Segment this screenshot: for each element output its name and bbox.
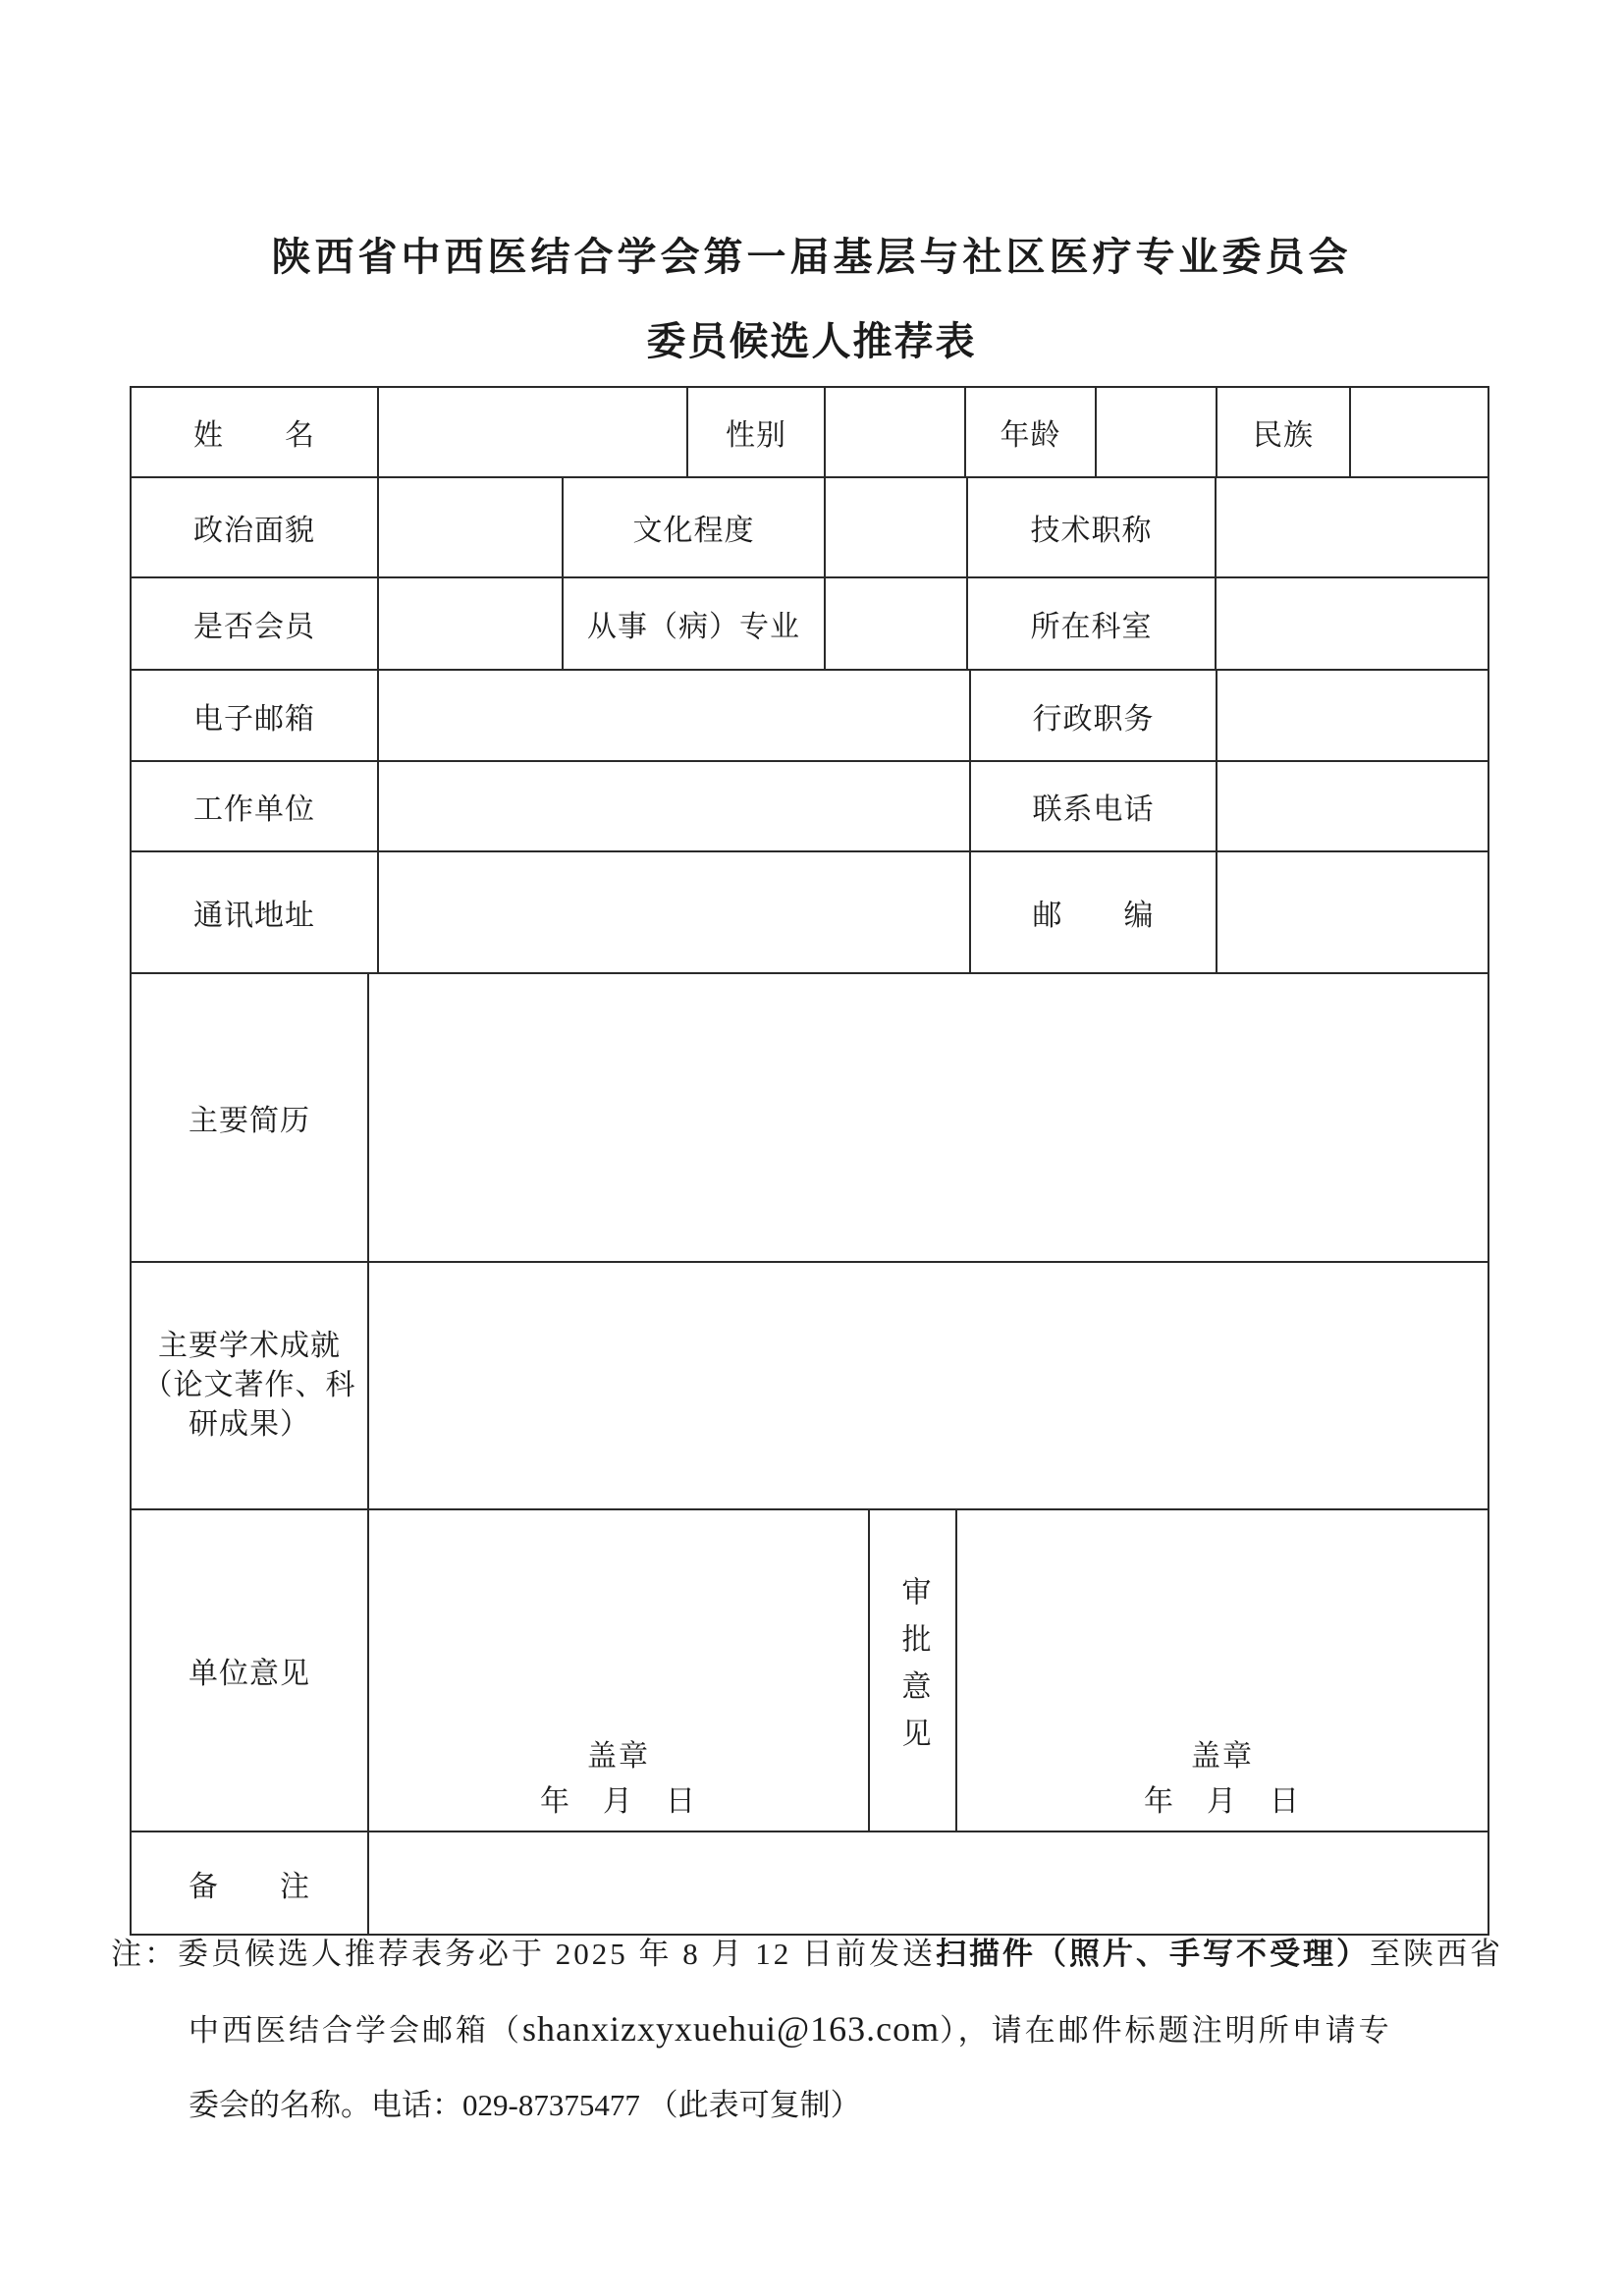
department-label: 所在科室 [966, 578, 1215, 669]
achievements-label-line3: 研成果） [189, 1408, 310, 1441]
table-row-employer [132, 760, 1488, 850]
admin-post-value-cell [1216, 671, 1488, 760]
table-row-basic-1 [132, 388, 1488, 476]
footnote-line2-text: 中西医结合学会邮箱（ [189, 2013, 522, 2048]
form-title-line2: 委员候选人推荐表 [646, 319, 977, 363]
name-value-cell [377, 388, 686, 476]
table-row-email [132, 669, 1488, 760]
footnote-line-1 [111, 1917, 1503, 1992]
unit-seal-label: 盖章 [587, 1740, 650, 1773]
achievements-label [132, 1263, 367, 1508]
education-label: 文化程度 [562, 478, 824, 576]
unit-opinion-label: 单位意见 [189, 1658, 310, 1690]
footnote-line1-text: 委员候选人推荐表务必于 2025 年 8 月 12 日前发送 [178, 1937, 936, 1971]
education-value-cell [824, 478, 966, 576]
achievements-value-cell [367, 1263, 1488, 1508]
approval-opinion-value-cell [955, 1510, 1488, 1831]
footnote-line-2 [111, 1992, 1490, 2068]
postcode-value-cell [1216, 852, 1488, 972]
approval-seal-block [957, 1734, 1488, 1825]
footnote-line2-tail: ），请在邮件标题注明所申请专 [940, 2013, 1392, 2048]
achievements-label-line1: 主要学术成就 [158, 1330, 341, 1362]
table-row-opinions [132, 1508, 1488, 1831]
table-row-address [132, 850, 1488, 972]
footnote [111, 1917, 1503, 2143]
postcode-label: 邮 编 [969, 852, 1216, 972]
form-title-line1: 陕西省中西医结合学会第一届基层与社区医疗专业委员会 [271, 235, 1352, 279]
table-row-basic-2 [132, 476, 1488, 576]
employer-label: 工作单位 [193, 793, 315, 826]
technical-title-label: 技术职称 [966, 478, 1215, 576]
footnote-line1-bold-text: 扫描件（照片、手写不受理） [936, 1937, 1370, 1971]
membership-label: 是否会员 [193, 611, 315, 643]
specialty-label: 从事（病）专业 [562, 578, 824, 669]
membership-value-cell [377, 578, 562, 669]
age-value-cell [1095, 388, 1216, 476]
address-label: 通讯地址 [193, 900, 315, 932]
gender-value-cell [824, 388, 964, 476]
achievements-label-line2: （论文著作、科 [142, 1369, 356, 1401]
table-row-basic-3 [132, 576, 1488, 669]
table-row-achievements [132, 1261, 1488, 1508]
gender-label: 性别 [686, 388, 824, 476]
political-status-label: 政治面貌 [193, 515, 315, 547]
email-value-cell [377, 671, 969, 760]
table-row-resume [132, 972, 1488, 1261]
ethnicity-label: 民族 [1216, 388, 1349, 476]
ethnicity-value-cell [1349, 388, 1488, 476]
specialty-value-cell [824, 578, 966, 669]
unit-opinion-value-cell [367, 1510, 868, 1831]
remarks-label: 备 注 [189, 1870, 310, 1903]
approval-opinion-label [868, 1510, 955, 1831]
approval-date-label: 年 月 日 [1144, 1785, 1301, 1818]
employer-value-cell [377, 762, 969, 850]
political-status-value-cell [377, 478, 562, 576]
unit-date-label: 年 月 日 [540, 1785, 697, 1818]
age-label: 年龄 [964, 388, 1095, 476]
footnote-line1-tail: 至陕西省 [1370, 1937, 1503, 1971]
phone-value-cell [1216, 762, 1488, 850]
admin-post-label: 行政职务 [969, 671, 1216, 760]
name-label: 姓 名 [193, 419, 315, 452]
technical-title-value-cell [1215, 478, 1488, 576]
candidate-form-table [130, 386, 1489, 1936]
approval-seal-label: 盖章 [1191, 1740, 1254, 1773]
footnote-line-3: 委会的名称。电话：029-87375477 （此表可复制） [189, 2088, 861, 2122]
resume-value-cell [367, 974, 1488, 1261]
footnote-marker: 注： [111, 1937, 178, 1971]
resume-label: 主要简历 [189, 1105, 310, 1137]
unit-seal-block [369, 1734, 868, 1825]
department-value-cell [1215, 578, 1488, 669]
address-value-cell [377, 852, 969, 972]
approval-opinion-vertical-text: 审批意见 [896, 1576, 930, 1765]
phone-label: 联系电话 [969, 762, 1216, 850]
footnote-email-text: shanxizxyxuehui@163.com [522, 2009, 941, 2049]
email-label: 电子邮箱 [193, 702, 315, 736]
